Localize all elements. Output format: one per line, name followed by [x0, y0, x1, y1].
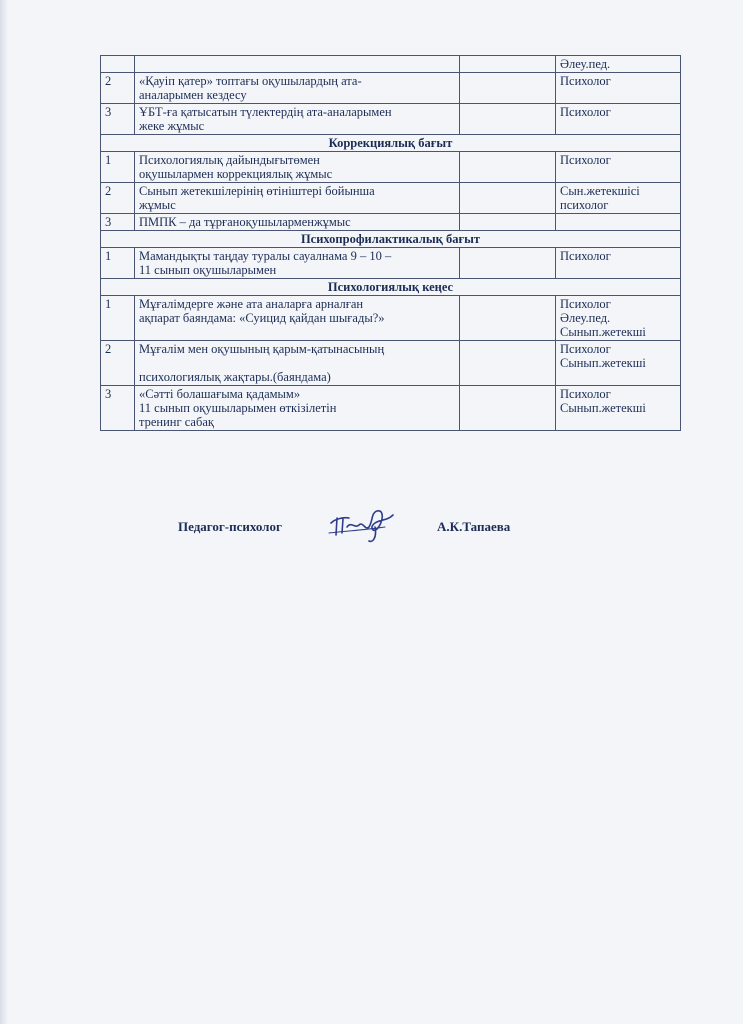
table-row	[101, 183, 681, 214]
responsible-cell: Психолог Сынып.жетекші	[556, 386, 681, 431]
task-cell: ҰБТ-ға қатысатын түлектердің ата-аналарымен жеке жұмыс	[135, 104, 460, 135]
scan-edge	[0, 0, 8, 1024]
task-cell: Мамандықты таңдау туралы сауалнама 9 – 10 – 11 сынып оқушыларымен	[135, 248, 460, 279]
responsible-cell: Психолог Сынып.жетекші	[556, 341, 681, 386]
section-header-row	[101, 279, 681, 296]
responsible-cell	[556, 214, 681, 231]
section-header-row	[101, 231, 681, 248]
task-cell: ПМПК – да тұрғаноқушыларменжұмыс	[135, 214, 460, 231]
signer-name: А.К.Тапаева	[437, 519, 511, 534]
task-cell: Психологиялық дайындығытөмен оқушылармен коррекциялық жұмыс	[135, 152, 460, 183]
responsible-cell: Психолог	[556, 248, 681, 279]
table-row	[101, 104, 681, 135]
responsible-cell: Сын.жетекшісі психолог	[556, 183, 681, 214]
date-cell	[460, 73, 556, 104]
signature-block	[0, 515, 743, 555]
row-number: 3	[101, 386, 135, 431]
table-row	[101, 56, 681, 73]
row-number: 3	[101, 214, 135, 231]
row-number: 2	[101, 341, 135, 386]
row-number	[101, 56, 135, 73]
responsible-cell: Психолог	[556, 73, 681, 104]
row-number: 1	[101, 248, 135, 279]
date-cell	[460, 296, 556, 341]
section-title: Психопрофилактикалық бағыт	[101, 231, 681, 248]
date-cell	[460, 248, 556, 279]
task-cell: Сынып жетекшілерінің өтініштері бойынша жұмыс	[135, 183, 460, 214]
task-cell: «Сәтті болашағыма қадамым» 11 сынып оқушыларымен өткізілетін тренинг сабақ	[135, 386, 460, 431]
handwritten-signature	[325, 497, 405, 547]
row-number: 1	[101, 152, 135, 183]
section-title: Коррекциялық бағыт	[101, 135, 681, 152]
date-cell	[460, 386, 556, 431]
table-row	[101, 341, 681, 386]
task-cell: Мұғалім мен оқушының қарым-қатынасының психологиялық жақтары.(баяндама)	[135, 341, 460, 386]
task-cell: «Қауіп қатер» топтағы оқушылардың ата- аналарымен кездесу	[135, 73, 460, 104]
section-header-row	[101, 135, 681, 152]
row-number: 2	[101, 73, 135, 104]
task-cell	[135, 56, 460, 73]
date-cell	[460, 214, 556, 231]
table-row	[101, 248, 681, 279]
date-cell	[460, 152, 556, 183]
plan-table	[100, 55, 681, 431]
responsible-cell: Психолог	[556, 104, 681, 135]
row-number: 3	[101, 104, 135, 135]
date-cell	[460, 341, 556, 386]
table-row	[101, 296, 681, 341]
section-title: Психологиялық кеңес	[101, 279, 681, 296]
table-row	[101, 386, 681, 431]
table-row	[101, 214, 681, 231]
plan-table-body	[101, 56, 681, 431]
table-row	[101, 152, 681, 183]
date-cell	[460, 104, 556, 135]
row-number: 1	[101, 296, 135, 341]
task-cell: Мұғалімдерге және ата аналарға арналған ақпарат баяндама: «Суицид қайдан шығады?»	[135, 296, 460, 341]
row-number: 2	[101, 183, 135, 214]
date-cell	[460, 56, 556, 73]
responsible-cell: Психолог Әлеу.пед. Сынып.жетекші	[556, 296, 681, 341]
date-cell	[460, 183, 556, 214]
responsible-cell: Әлеу.пед.	[556, 56, 681, 73]
table-row	[101, 73, 681, 104]
responsible-cell: Психолог	[556, 152, 681, 183]
signer-role: Педагог-психолог	[178, 519, 282, 534]
